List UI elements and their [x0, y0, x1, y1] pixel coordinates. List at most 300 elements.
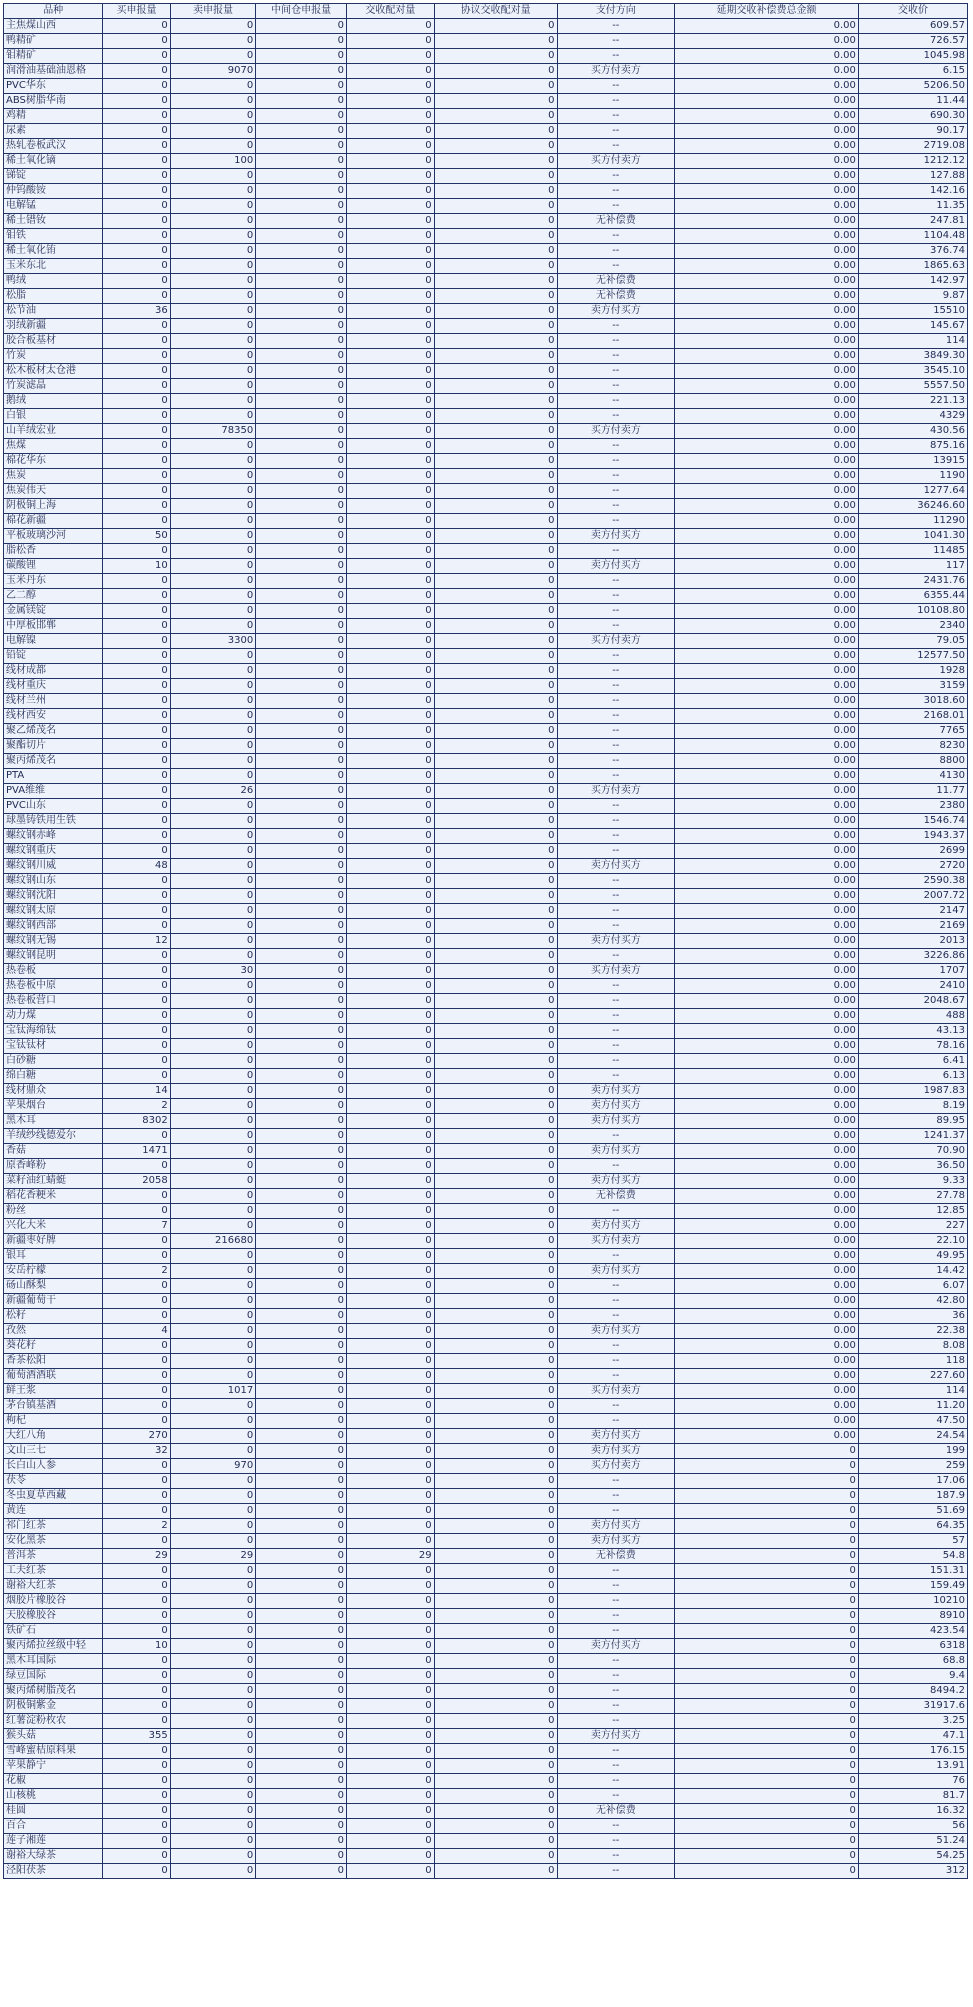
- cell-buy-qty: 0: [103, 484, 170, 499]
- cell-settle-price: 51.69: [858, 1504, 967, 1519]
- cell-pay-direction: --: [557, 94, 675, 109]
- cell-settle-price: 10210: [858, 1594, 967, 1609]
- cell-agreement-qty: 0: [434, 1084, 557, 1099]
- cell-middle-qty: 0: [256, 979, 347, 994]
- cell-settle-price: 36246.60: [858, 499, 967, 514]
- cell-compensation-total: 0.00: [675, 1234, 859, 1249]
- cell-match-qty: 0: [347, 1039, 435, 1054]
- cell-agreement-qty: 0: [434, 1399, 557, 1414]
- cell-settle-price: 70.90: [858, 1144, 967, 1159]
- cell-compensation-total: 0.00: [675, 1429, 859, 1444]
- cell-pay-direction: --: [557, 259, 675, 274]
- cell-agreement-qty: 0: [434, 1834, 557, 1849]
- cell-middle-qty: 0: [256, 829, 347, 844]
- cell-match-qty: 0: [347, 304, 435, 319]
- cell-pay-direction: --: [557, 844, 675, 859]
- cell-middle-qty: 0: [256, 1609, 347, 1624]
- cell-variety: 螺纹钢无锡: [4, 934, 103, 949]
- cell-middle-qty: 0: [256, 124, 347, 139]
- cell-buy-qty: 0: [103, 499, 170, 514]
- cell-pay-direction: --: [557, 1774, 675, 1789]
- cell-middle-qty: 0: [256, 1309, 347, 1324]
- cell-agreement-qty: 0: [434, 1039, 557, 1054]
- cell-settle-price: 11.20: [858, 1399, 967, 1414]
- cell-sell-qty: 0: [170, 34, 255, 49]
- cell-match-qty: 0: [347, 814, 435, 829]
- cell-middle-qty: 0: [256, 109, 347, 124]
- cell-compensation-total: 0: [675, 1699, 859, 1714]
- cell-sell-qty: 0: [170, 1564, 255, 1579]
- cell-pay-direction: 卖方付买方: [557, 529, 675, 544]
- cell-match-qty: 0: [347, 619, 435, 634]
- cell-middle-qty: 0: [256, 1474, 347, 1489]
- table-row: [4, 589, 968, 604]
- cell-buy-qty: 0: [103, 739, 170, 754]
- cell-buy-qty: 0: [103, 229, 170, 244]
- cell-settle-price: 49.95: [858, 1249, 967, 1264]
- cell-variety: 阴极铜紫金: [4, 1699, 103, 1714]
- cell-middle-qty: 0: [256, 1834, 347, 1849]
- cell-pay-direction: 买方付卖方: [557, 1234, 675, 1249]
- cell-buy-qty: 0: [103, 1819, 170, 1834]
- cell-match-qty: 0: [347, 1444, 435, 1459]
- cell-middle-qty: 0: [256, 1384, 347, 1399]
- cell-sell-qty: 0: [170, 1684, 255, 1699]
- col-header-sell-qty: 卖申报量: [170, 4, 255, 19]
- cell-buy-qty: 0: [103, 1534, 170, 1549]
- cell-pay-direction: 无补偿费: [557, 1549, 675, 1564]
- cell-middle-qty: 0: [256, 1204, 347, 1219]
- cell-buy-qty: 0: [103, 1834, 170, 1849]
- cell-settle-price: 43.13: [858, 1024, 967, 1039]
- cell-settle-price: 6318: [858, 1639, 967, 1654]
- table-row: [4, 1864, 968, 1879]
- cell-match-qty: 0: [347, 1084, 435, 1099]
- cell-settle-price: 17.06: [858, 1474, 967, 1489]
- cell-match-qty: 0: [347, 34, 435, 49]
- cell-compensation-total: 0.00: [675, 814, 859, 829]
- cell-agreement-qty: 0: [434, 349, 557, 364]
- cell-agreement-qty: 0: [434, 379, 557, 394]
- cell-variety: 白银: [4, 409, 103, 424]
- cell-buy-qty: 0: [103, 1654, 170, 1669]
- cell-buy-qty: 0: [103, 964, 170, 979]
- table-row: [4, 1849, 968, 1864]
- cell-agreement-qty: 0: [434, 679, 557, 694]
- cell-buy-qty: 36: [103, 304, 170, 319]
- cell-buy-qty: 50: [103, 529, 170, 544]
- cell-middle-qty: 0: [256, 904, 347, 919]
- cell-variety: 仲钨酸铵: [4, 184, 103, 199]
- cell-match-qty: 0: [347, 19, 435, 34]
- cell-sell-qty: 0: [170, 1024, 255, 1039]
- cell-sell-qty: 0: [170, 334, 255, 349]
- cell-agreement-qty: 0: [434, 1624, 557, 1639]
- cell-compensation-total: 0: [675, 1819, 859, 1834]
- cell-pay-direction: --: [557, 1849, 675, 1864]
- cell-pay-direction: --: [557, 1684, 675, 1699]
- cell-sell-qty: 970: [170, 1459, 255, 1474]
- cell-compensation-total: 0.00: [675, 1189, 859, 1204]
- cell-match-qty: 0: [347, 1834, 435, 1849]
- cell-pay-direction: --: [557, 229, 675, 244]
- cell-compensation-total: 0.00: [675, 1279, 859, 1294]
- cell-agreement-qty: 0: [434, 1639, 557, 1654]
- cell-settle-price: 54.25: [858, 1849, 967, 1864]
- table-row: [4, 64, 968, 79]
- cell-middle-qty: 0: [256, 514, 347, 529]
- table-row: [4, 289, 968, 304]
- cell-middle-qty: 0: [256, 1069, 347, 1084]
- table-row: [4, 109, 968, 124]
- cell-variety: 热轧卷板武汉: [4, 139, 103, 154]
- cell-variety: PTA: [4, 769, 103, 784]
- cell-match-qty: 0: [347, 109, 435, 124]
- cell-agreement-qty: 0: [434, 1099, 557, 1114]
- cell-middle-qty: 0: [256, 694, 347, 709]
- cell-buy-qty: 0: [103, 154, 170, 169]
- cell-buy-qty: 0: [103, 1369, 170, 1384]
- cell-match-qty: 0: [347, 1759, 435, 1774]
- cell-sell-qty: 0: [170, 1489, 255, 1504]
- cell-sell-qty: 0: [170, 1759, 255, 1774]
- cell-compensation-total: 0.00: [675, 1324, 859, 1339]
- cell-sell-qty: 0: [170, 1399, 255, 1414]
- cell-compensation-total: 0.00: [675, 619, 859, 634]
- cell-buy-qty: 10: [103, 1639, 170, 1654]
- cell-sell-qty: 30: [170, 964, 255, 979]
- cell-sell-qty: 0: [170, 94, 255, 109]
- cell-buy-qty: 0: [103, 124, 170, 139]
- cell-sell-qty: 0: [170, 319, 255, 334]
- cell-pay-direction: --: [557, 349, 675, 364]
- cell-buy-qty: 12: [103, 934, 170, 949]
- cell-compensation-total: 0.00: [675, 1264, 859, 1279]
- cell-pay-direction: --: [557, 394, 675, 409]
- table-row: [4, 994, 968, 1009]
- cell-middle-qty: 0: [256, 1099, 347, 1114]
- cell-settle-price: 6.07: [858, 1279, 967, 1294]
- table-row: [4, 1759, 968, 1774]
- cell-middle-qty: 0: [256, 859, 347, 874]
- cell-agreement-qty: 0: [434, 19, 557, 34]
- cell-agreement-qty: 0: [434, 904, 557, 919]
- cell-settle-price: 6.15: [858, 64, 967, 79]
- cell-buy-qty: 7: [103, 1219, 170, 1234]
- table-row: [4, 1774, 968, 1789]
- table-row: [4, 319, 968, 334]
- cell-middle-qty: 0: [256, 304, 347, 319]
- cell-agreement-qty: 0: [434, 859, 557, 874]
- cell-middle-qty: 0: [256, 994, 347, 1009]
- cell-buy-qty: 0: [103, 1804, 170, 1819]
- cell-sell-qty: 0: [170, 394, 255, 409]
- cell-buy-qty: 0: [103, 649, 170, 664]
- cell-settle-price: 11.44: [858, 94, 967, 109]
- cell-pay-direction: 卖方付买方: [557, 1519, 675, 1534]
- cell-sell-qty: 0: [170, 529, 255, 544]
- cell-agreement-qty: 0: [434, 1129, 557, 1144]
- cell-compensation-total: 0.00: [675, 109, 859, 124]
- cell-settle-price: 2168.01: [858, 709, 967, 724]
- cell-sell-qty: 0: [170, 859, 255, 874]
- cell-pay-direction: --: [557, 1204, 675, 1219]
- cell-sell-qty: 0: [170, 1789, 255, 1804]
- cell-pay-direction: --: [557, 619, 675, 634]
- cell-settle-price: 47.1: [858, 1729, 967, 1744]
- cell-middle-qty: 0: [256, 949, 347, 964]
- cell-pay-direction: 无补偿费: [557, 214, 675, 229]
- cell-pay-direction: --: [557, 1819, 675, 1834]
- cell-compensation-total: 0.00: [675, 394, 859, 409]
- cell-variety: 黄连: [4, 1504, 103, 1519]
- cell-sell-qty: 0: [170, 664, 255, 679]
- cell-middle-qty: 0: [256, 1324, 347, 1339]
- cell-sell-qty: 0: [170, 439, 255, 454]
- cell-pay-direction: 卖方付买方: [557, 1114, 675, 1129]
- cell-buy-qty: 2: [103, 1264, 170, 1279]
- cell-settle-price: 145.67: [858, 319, 967, 334]
- cell-agreement-qty: 0: [434, 169, 557, 184]
- cell-variety: 钼精矿: [4, 49, 103, 64]
- cell-compensation-total: 0: [675, 1834, 859, 1849]
- cell-middle-qty: 0: [256, 649, 347, 664]
- cell-middle-qty: 0: [256, 1189, 347, 1204]
- cell-agreement-qty: 0: [434, 259, 557, 274]
- cell-pay-direction: --: [557, 109, 675, 124]
- cell-settle-price: 2720: [858, 859, 967, 874]
- cell-agreement-qty: 0: [434, 214, 557, 229]
- cell-middle-qty: 0: [256, 424, 347, 439]
- cell-sell-qty: 0: [170, 274, 255, 289]
- cell-match-qty: 0: [347, 1504, 435, 1519]
- cell-buy-qty: 0: [103, 79, 170, 94]
- cell-pay-direction: --: [557, 1249, 675, 1264]
- cell-variety: 阴极铜上海: [4, 499, 103, 514]
- cell-variety: 山核桃: [4, 1789, 103, 1804]
- cell-pay-direction: --: [557, 574, 675, 589]
- cell-buy-qty: 0: [103, 1594, 170, 1609]
- cell-buy-qty: 0: [103, 874, 170, 889]
- table-row: [4, 1024, 968, 1039]
- cell-buy-qty: 0: [103, 754, 170, 769]
- cell-compensation-total: 0.00: [675, 379, 859, 394]
- cell-compensation-total: 0: [675, 1759, 859, 1774]
- cell-middle-qty: 0: [256, 1249, 347, 1264]
- cell-middle-qty: 0: [256, 1819, 347, 1834]
- cell-match-qty: 0: [347, 184, 435, 199]
- table-row: [4, 1309, 968, 1324]
- cell-variety: 莲子湘莲: [4, 1834, 103, 1849]
- cell-sell-qty: 0: [170, 1444, 255, 1459]
- cell-match-qty: 0: [347, 1219, 435, 1234]
- cell-agreement-qty: 0: [434, 1114, 557, 1129]
- cell-agreement-qty: 0: [434, 1504, 557, 1519]
- cell-variety: 线材鼎众: [4, 1084, 103, 1099]
- cell-variety: 天胶橡胶谷: [4, 1609, 103, 1624]
- cell-settle-price: 2013: [858, 934, 967, 949]
- cell-middle-qty: 0: [256, 559, 347, 574]
- cell-buy-qty: 0: [103, 1699, 170, 1714]
- table-row: [4, 274, 968, 289]
- cell-pay-direction: --: [557, 1039, 675, 1054]
- cell-agreement-qty: 0: [434, 229, 557, 244]
- cell-buy-qty: 0: [103, 1864, 170, 1879]
- cell-compensation-total: 0.00: [675, 94, 859, 109]
- cell-middle-qty: 0: [256, 1294, 347, 1309]
- cell-pay-direction: --: [557, 1309, 675, 1324]
- cell-variety: 花椒: [4, 1774, 103, 1789]
- cell-variety: 焦炭伟天: [4, 484, 103, 499]
- cell-variety: 铁矿石: [4, 1624, 103, 1639]
- cell-agreement-qty: 0: [434, 1489, 557, 1504]
- cell-compensation-total: 0.00: [675, 364, 859, 379]
- cell-buy-qty: 0: [103, 784, 170, 799]
- table-row: [4, 1624, 968, 1639]
- cell-match-qty: 0: [347, 1429, 435, 1444]
- cell-sell-qty: 0: [170, 1774, 255, 1789]
- cell-agreement-qty: 0: [434, 1474, 557, 1489]
- cell-compensation-total: 0: [675, 1594, 859, 1609]
- cell-match-qty: 0: [347, 439, 435, 454]
- cell-pay-direction: 买方付卖方: [557, 424, 675, 439]
- cell-match-qty: 0: [347, 904, 435, 919]
- cell-agreement-qty: 0: [434, 664, 557, 679]
- cell-match-qty: 0: [347, 1354, 435, 1369]
- cell-sell-qty: 0: [170, 1504, 255, 1519]
- cell-match-qty: 0: [347, 949, 435, 964]
- cell-match-qty: 0: [347, 1729, 435, 1744]
- cell-compensation-total: 0: [675, 1624, 859, 1639]
- table-row: [4, 1594, 968, 1609]
- cell-middle-qty: 0: [256, 754, 347, 769]
- cell-sell-qty: 0: [170, 1354, 255, 1369]
- cell-variety: 鲜王浆: [4, 1384, 103, 1399]
- cell-pay-direction: --: [557, 1294, 675, 1309]
- cell-buy-qty: 0: [103, 1684, 170, 1699]
- cell-compensation-total: 0.00: [675, 424, 859, 439]
- cell-pay-direction: --: [557, 1864, 675, 1879]
- cell-pay-direction: --: [557, 1024, 675, 1039]
- table-row: [4, 49, 968, 64]
- cell-match-qty: 0: [347, 1189, 435, 1204]
- cell-settle-price: 117: [858, 559, 967, 574]
- cell-agreement-qty: 0: [434, 1804, 557, 1819]
- cell-buy-qty: 0: [103, 1159, 170, 1174]
- cell-middle-qty: 0: [256, 1744, 347, 1759]
- cell-compensation-total: 0.00: [675, 214, 859, 229]
- cell-compensation-total: 0.00: [675, 754, 859, 769]
- cell-pay-direction: 卖方付买方: [557, 1729, 675, 1744]
- cell-sell-qty: 0: [170, 79, 255, 94]
- table-row: [4, 1324, 968, 1339]
- cell-agreement-qty: 0: [434, 919, 557, 934]
- cell-buy-qty: 0: [103, 709, 170, 724]
- cell-match-qty: 0: [347, 199, 435, 214]
- cell-variety: 黑木耳国际: [4, 1654, 103, 1669]
- cell-agreement-qty: 0: [434, 1699, 557, 1714]
- cell-variety: 松木板材太仓港: [4, 364, 103, 379]
- cell-sell-qty: 0: [170, 1249, 255, 1264]
- cell-match-qty: 0: [347, 1204, 435, 1219]
- cell-agreement-qty: 0: [434, 304, 557, 319]
- cell-middle-qty: 0: [256, 814, 347, 829]
- cell-match-qty: 0: [347, 1009, 435, 1024]
- cell-variety: 稀土氧化铕: [4, 244, 103, 259]
- cell-match-qty: 0: [347, 274, 435, 289]
- cell-sell-qty: 0: [170, 1264, 255, 1279]
- cell-buy-qty: 0: [103, 1759, 170, 1774]
- cell-settle-price: 13.91: [858, 1759, 967, 1774]
- cell-buy-qty: 0: [103, 994, 170, 1009]
- cell-agreement-qty: 0: [434, 34, 557, 49]
- cell-middle-qty: 0: [256, 1564, 347, 1579]
- cell-compensation-total: 0.00: [675, 499, 859, 514]
- cell-match-qty: 0: [347, 574, 435, 589]
- cell-compensation-total: 0.00: [675, 49, 859, 64]
- cell-agreement-qty: 0: [434, 1864, 557, 1879]
- cell-settle-price: 142.16: [858, 184, 967, 199]
- cell-settle-price: 22.10: [858, 1234, 967, 1249]
- cell-agreement-qty: 0: [434, 199, 557, 214]
- cell-variety: 兴化大米: [4, 1219, 103, 1234]
- cell-sell-qty: 0: [170, 229, 255, 244]
- cell-middle-qty: 0: [256, 1009, 347, 1024]
- cell-pay-direction: --: [557, 589, 675, 604]
- cell-pay-direction: 无补偿费: [557, 289, 675, 304]
- cell-match-qty: 0: [347, 799, 435, 814]
- cell-buy-qty: 0: [103, 49, 170, 64]
- cell-match-qty: 0: [347, 514, 435, 529]
- col-header-variety: 品种: [4, 4, 103, 19]
- cell-compensation-total: 0.00: [675, 634, 859, 649]
- cell-compensation-total: 0.00: [675, 169, 859, 184]
- cell-settle-price: 22.38: [858, 1324, 967, 1339]
- table-row: [4, 559, 968, 574]
- cell-compensation-total: 0: [675, 1849, 859, 1864]
- cell-settle-price: 2048.67: [858, 994, 967, 1009]
- cell-pay-direction: --: [557, 739, 675, 754]
- cell-middle-qty: 0: [256, 709, 347, 724]
- cell-pay-direction: 卖方付买方: [557, 1324, 675, 1339]
- cell-sell-qty: 0: [170, 1624, 255, 1639]
- cell-settle-price: 14.42: [858, 1264, 967, 1279]
- cell-settle-price: 259: [858, 1459, 967, 1474]
- cell-settle-price: 16.32: [858, 1804, 967, 1819]
- cell-settle-price: 9.33: [858, 1174, 967, 1189]
- cell-buy-qty: 0: [103, 454, 170, 469]
- cell-middle-qty: 0: [256, 679, 347, 694]
- cell-agreement-qty: 0: [434, 1159, 557, 1174]
- cell-compensation-total: 0: [675, 1534, 859, 1549]
- cell-agreement-qty: 0: [434, 529, 557, 544]
- table-row: [4, 934, 968, 949]
- cell-match-qty: 0: [347, 1129, 435, 1144]
- table-row: [4, 1159, 968, 1174]
- cell-buy-qty: 0: [103, 604, 170, 619]
- cell-compensation-total: 0.00: [675, 574, 859, 589]
- cell-buy-qty: 0: [103, 1774, 170, 1789]
- cell-agreement-qty: 0: [434, 1309, 557, 1324]
- cell-agreement-qty: 0: [434, 769, 557, 784]
- cell-middle-qty: 0: [256, 634, 347, 649]
- cell-variety: 冬虫夏草西藏: [4, 1489, 103, 1504]
- cell-sell-qty: 0: [170, 1099, 255, 1114]
- cell-settle-price: 89.95: [858, 1114, 967, 1129]
- cell-sell-qty: 0: [170, 289, 255, 304]
- cell-pay-direction: --: [557, 1369, 675, 1384]
- cell-pay-direction: 卖方付买方: [557, 304, 675, 319]
